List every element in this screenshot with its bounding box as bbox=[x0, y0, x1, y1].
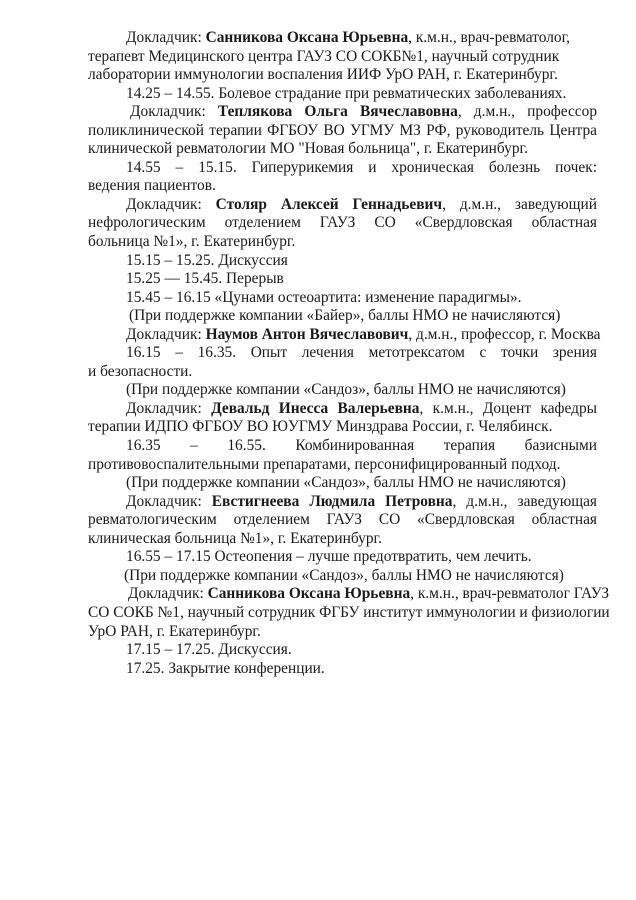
text-line bbox=[88, 66, 597, 85]
text-line bbox=[88, 196, 597, 215]
text-segment: Докладчик: bbox=[130, 103, 218, 121]
text-line bbox=[88, 177, 597, 196]
speaker-name: Евстигнеева Людмила Петровна bbox=[211, 492, 453, 510]
text-segment: Докладчик: bbox=[128, 585, 208, 603]
text-segment: ревматологическим отделением ГАУЗ СО «Свердловская областная bbox=[88, 511, 597, 529]
text-segment: , д.м.н., заведующая bbox=[452, 492, 597, 510]
text-segment: 15.15 – 15.25. Дискуссия bbox=[126, 251, 288, 269]
text-line bbox=[88, 307, 597, 326]
text-segment: и безопасности. bbox=[88, 362, 193, 380]
text-line bbox=[88, 85, 597, 104]
text-segment: , д.м.н., профессор bbox=[457, 103, 597, 121]
text-segment: , д.м.н., заведующий bbox=[442, 195, 597, 213]
text-segment: (При поддержке компании «Сандоз», баллы НМО не начисляются) bbox=[126, 381, 566, 399]
text-segment: 14.25 – 14.55. Болевое страдание при ревматических заболеваниях. bbox=[126, 84, 567, 102]
conference-program-page bbox=[88, 29, 610, 678]
text-line bbox=[88, 252, 597, 271]
text-segment: Докладчик: bbox=[126, 325, 206, 343]
text-segment: больница №1», г. Екатеринбург. bbox=[88, 233, 296, 251]
text-line bbox=[88, 530, 597, 549]
speaker-name: Наумов Антон Вячеславович bbox=[205, 325, 409, 343]
text-line bbox=[88, 474, 597, 493]
text-line bbox=[88, 400, 597, 419]
text-line bbox=[88, 270, 597, 289]
text-line bbox=[88, 344, 597, 363]
text-segment: 16.35 – 16.55. Комбинированная терапия базисными bbox=[126, 437, 597, 455]
text-segment: СО СОКБ №1, научный сотрудник ФГБУ институт иммунологии и физиологии bbox=[88, 603, 610, 621]
text-line bbox=[88, 623, 597, 642]
text-line bbox=[88, 233, 597, 252]
text-segment: ведения пациентов. bbox=[88, 177, 216, 195]
text-line bbox=[88, 456, 597, 475]
text-segment: Докладчик: bbox=[126, 492, 212, 510]
text-segment: , д.м.н., профессор, г. Москва bbox=[408, 325, 601, 343]
text-line bbox=[88, 48, 597, 67]
text-line bbox=[88, 363, 597, 382]
text-line bbox=[88, 289, 597, 308]
text-line bbox=[88, 437, 597, 456]
text-segment: Докладчик: bbox=[126, 399, 212, 417]
text-segment: 14.55 – 15.15. Гиперурикемия и хроническая болезнь почек: bbox=[126, 158, 597, 176]
text-segment: (При поддержке компании «Сандоз», баллы НМО не начисляются) bbox=[126, 474, 566, 492]
speaker-name: Столяр Алексей Геннадьевич bbox=[215, 195, 443, 213]
text-segment: терапевт Медицинского центра ГАУЗ СО СОКБ№1, научный сотрудник bbox=[88, 47, 560, 65]
text-segment: 17.25. Закрытие конференции. bbox=[126, 659, 325, 677]
text-segment: 16.15 – 16.35. Опыт лечения метотрексатом с точки зрения bbox=[126, 344, 597, 362]
text-segment: 15.25 — 15.45. Перерыв bbox=[126, 270, 284, 288]
text-segment: , к.м.н., врач-ревматолог ГАУЗ bbox=[410, 585, 610, 603]
text-segment: клинической ревматологии МО "Новая больница", г. Екатеринбург. bbox=[88, 140, 528, 158]
text-line bbox=[88, 140, 597, 159]
text-segment: 16.55 – 17.15 Остеопения – лучше предотвратить, чем лечить. bbox=[126, 548, 532, 566]
text-segment: Докладчик: bbox=[126, 29, 206, 46]
text-segment: нефрологическим отделением ГАУЗ СО «Свердловская областная bbox=[88, 214, 597, 232]
text-line bbox=[88, 548, 597, 567]
text-segment: , к.м.н., Доцент кафедры bbox=[419, 399, 597, 417]
text-line bbox=[88, 381, 597, 400]
text-segment: Докладчик: bbox=[126, 195, 216, 213]
text-segment: лаборатории иммунологии воспаления ИИФ УрО РАН, г. Екатеринбург. bbox=[88, 66, 558, 84]
speaker-name: Санникова Оксана Юрьевна bbox=[205, 29, 409, 46]
text-segment: противовоспалительными препаратами, персонифицированный подход. bbox=[88, 455, 561, 473]
speaker-name: Санникова Оксана Юрьевна bbox=[207, 585, 411, 603]
speaker-name: Девальд Инесса Валерьевна bbox=[211, 399, 420, 417]
text-segment: терапии ИДПО ФГБОУ ВО ЮУГМУ Минздрава России, г. Челябинск. bbox=[88, 418, 553, 436]
text-segment: (При поддержке компании «Сандоз», баллы НМО не начисляются) bbox=[124, 566, 564, 584]
text-line bbox=[88, 325, 601, 345]
text-line bbox=[88, 641, 597, 660]
text-line bbox=[88, 29, 597, 48]
text-segment: клиническая больница №1», г. Екатеринбург. bbox=[88, 529, 382, 547]
text-line bbox=[88, 214, 597, 233]
text-line bbox=[88, 511, 597, 530]
speaker-name: Теплякова Ольга Вячеславовна bbox=[217, 103, 458, 121]
text-segment: 17.15 – 17.25. Дискуссия. bbox=[126, 641, 292, 659]
text-line bbox=[88, 159, 597, 178]
text-line bbox=[88, 603, 610, 623]
text-segment: УрО РАН, г. Екатеринбург. bbox=[88, 622, 261, 640]
text-line bbox=[88, 122, 597, 141]
text-segment: 15.45 – 16.15 «Цунами остеоартита: изменение парадигмы». bbox=[126, 288, 522, 306]
text-line bbox=[88, 103, 597, 122]
text-segment: (При поддержке компании «Байер», баллы НМО не начисляются) bbox=[129, 307, 561, 325]
text-line bbox=[88, 585, 610, 604]
text-segment: , к.м.н., врач-ревматолог, bbox=[408, 29, 570, 46]
text-line bbox=[88, 418, 597, 437]
text-line bbox=[88, 493, 597, 512]
text-line bbox=[88, 567, 597, 586]
text-segment: поликлинической терапии ФГБОУ ВО УГМУ МЗ РФ, руководитель Центра bbox=[88, 121, 597, 139]
text-line bbox=[88, 660, 597, 679]
